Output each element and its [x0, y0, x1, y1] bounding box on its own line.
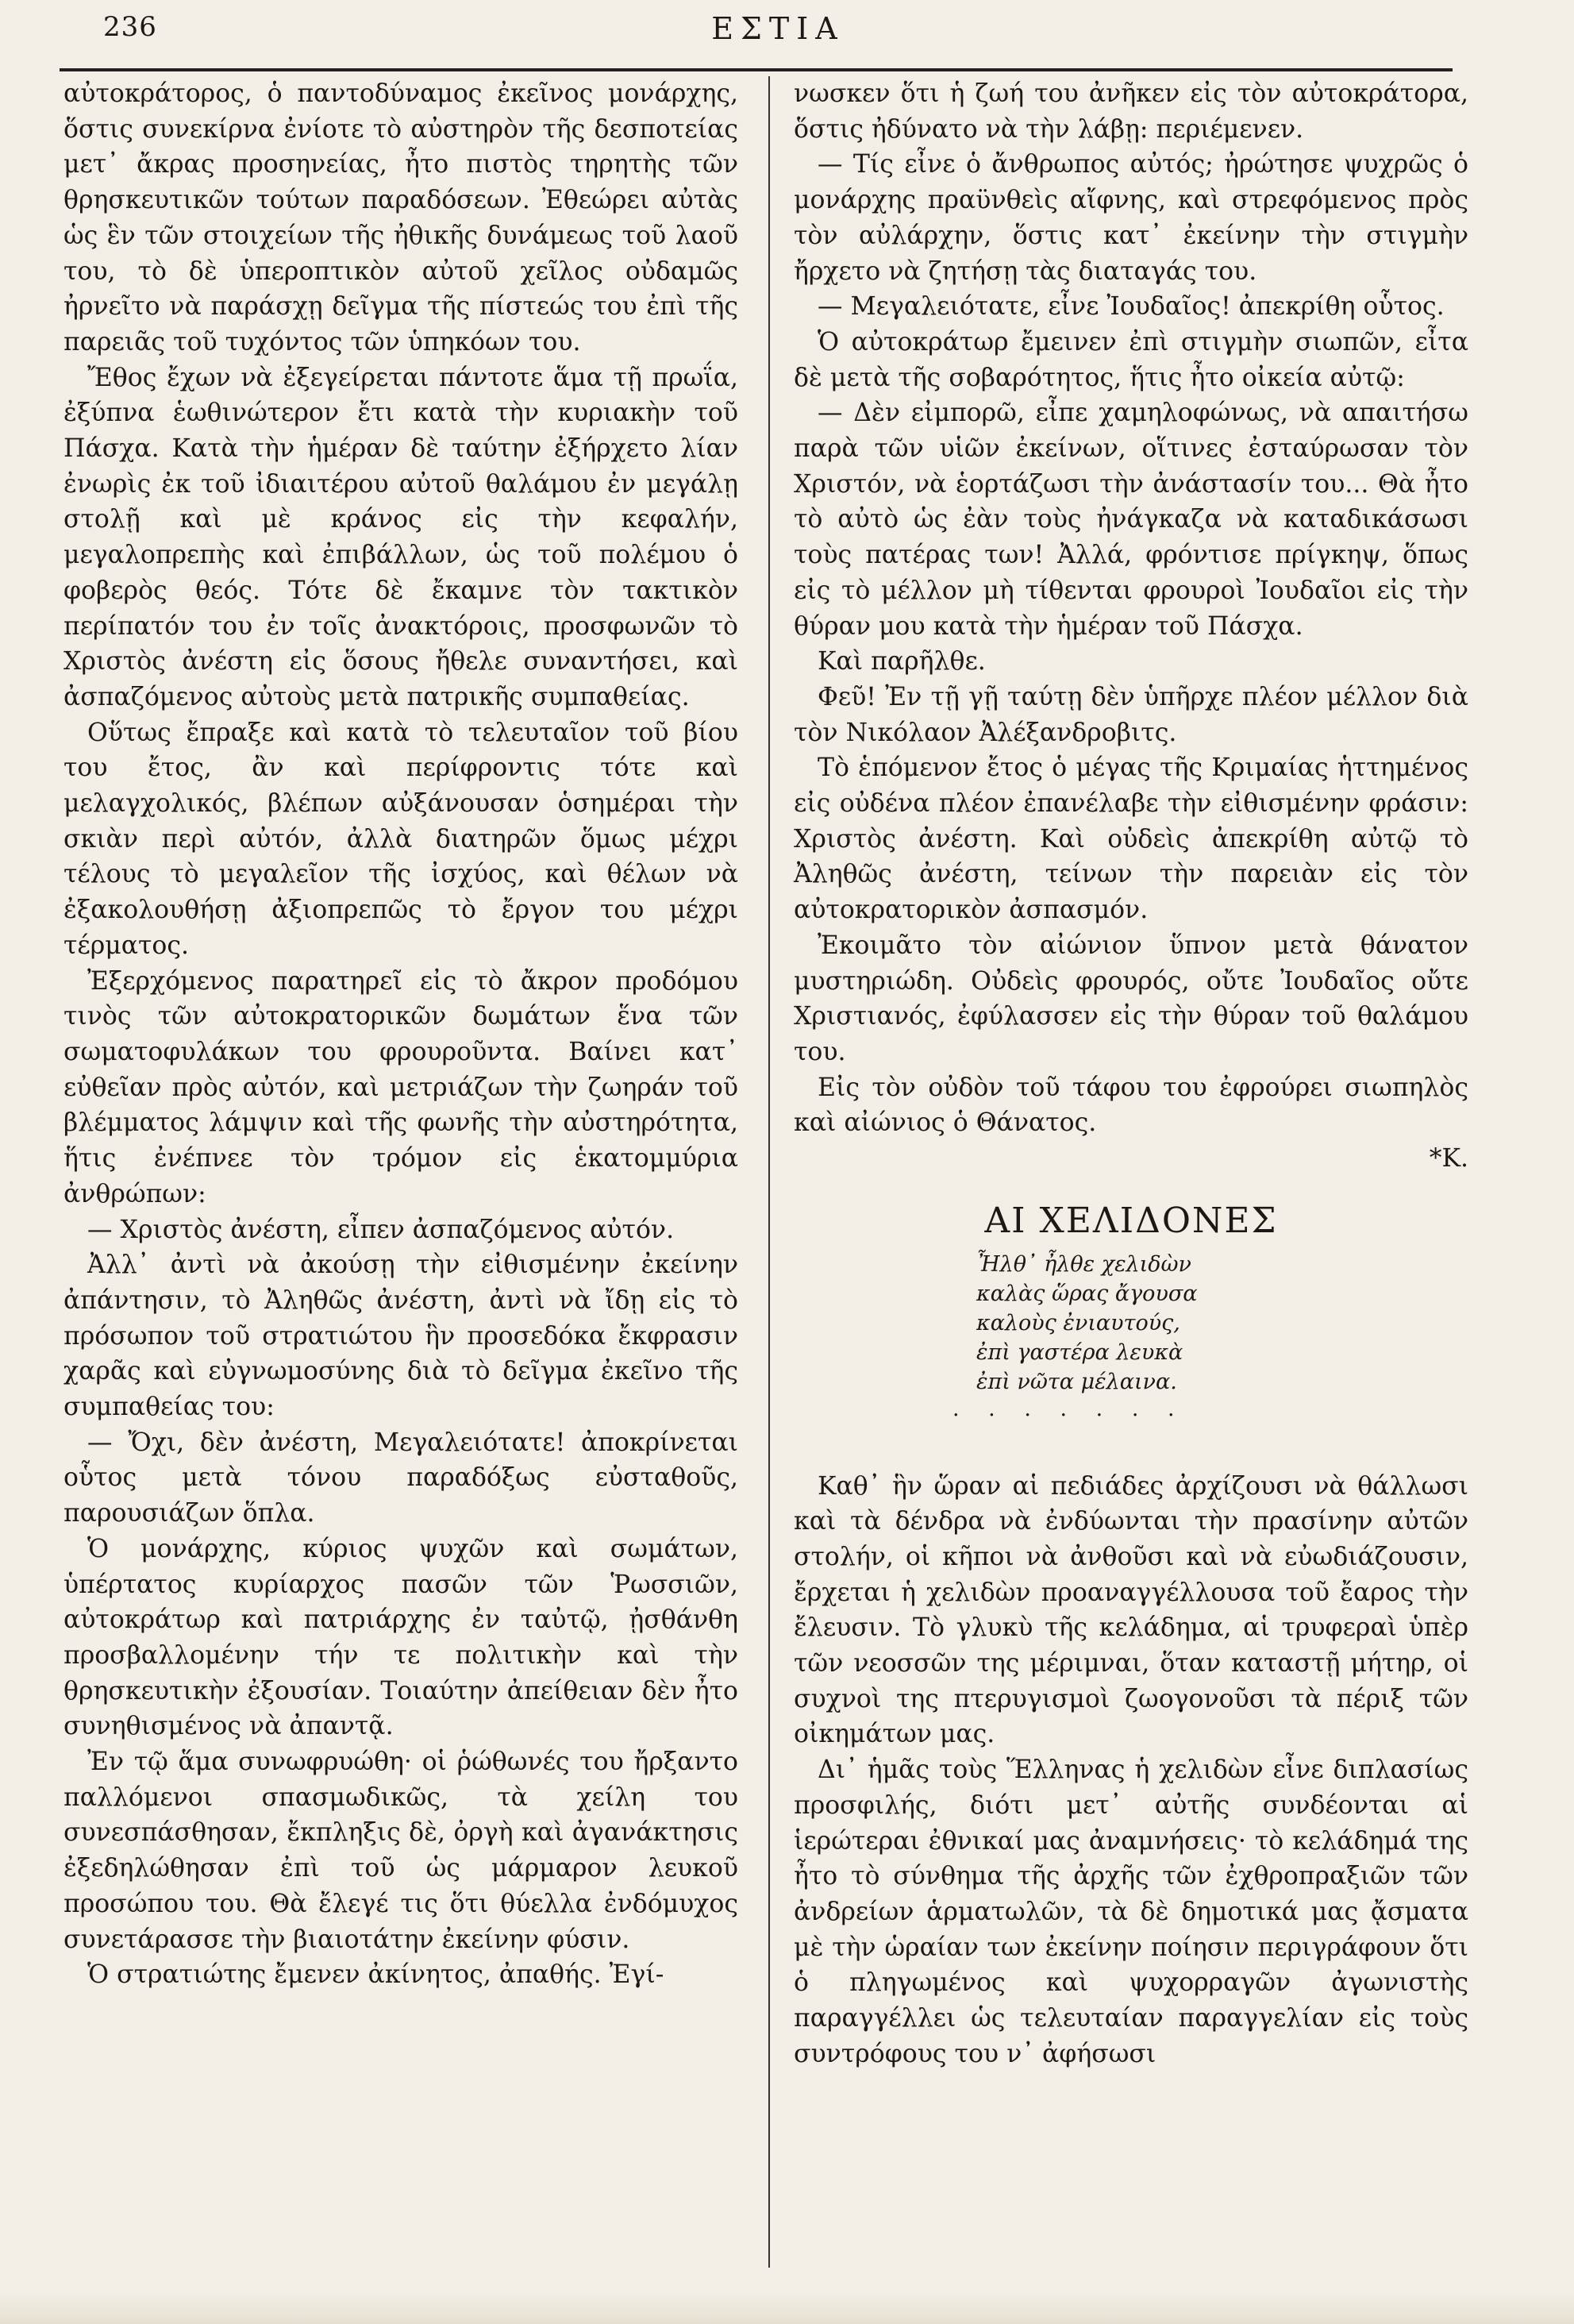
right-column: [794, 76, 1468, 2072]
paragraph: Δι᾽ ἡμᾶς τοὺς Ἕλληνας ἡ χελιδὼν εἶνε διπλασίως προσφιλής, διότι μετ᾽ αὐτῆς συνδέονται αἱ ἱερώτεραι ἐθνικαί μας ἀναμνήσεις· τὸ κελάδημά της ἦτο τὸ σύνθημα τῆς ἀρχῆς τῶν ἐχθροπραξιῶν τῶν ἀνδρείων ἁρματωλῶν, τὰ δὲ δημοτικά μας ᾄσματα μὲ τὴν ὡραίαν των ἐκείνην ποίησιν περιγράφουν ὅτι ὁ πληγωμένος καὶ ψυχορραγῶν ἀγωνιστὴς παραγγέλλει ὡς τελευταίαν παραγγελίαν εἰς τοὺς συντρόφους του ν᾽ ἀφήσωσι: [794, 1756, 1468, 2068]
epigraph-line: καλοὺς ἐνιαυτούς,: [976, 1310, 1180, 1335]
paragraph: Ὁ στρατιώτης ἔμενεν ἀκίνητος, ἀπαθής. Ἐγί-: [87, 1960, 664, 1990]
ornamental-dots: · · · · · · ·: [952, 1402, 1186, 1428]
dialogue-line: — Χριστὸς ἀνέστη, εἶπεν ἀσπαζόμενος αὐτόν.: [87, 1215, 675, 1244]
epigraph-line: καλὰς ὥρας ἄγουσα: [976, 1281, 1198, 1306]
page-edge-shade: [0, 2292, 1574, 2324]
dialogue-line: — Τίς εἶνε ὁ ἄνθρωπος αὐτός; ἠρώτησε ψυχρῶς ὁ μονάρχης πραϋνθεὶς αἴφνης, καὶ στρεφόμενος πρὸς τὸν αὐλάρχην, ὅστις κατ᾽ ἐκείνην τὴν στιγμὴν ἤρχετο νὰ ζητήσῃ τὰς διαταγάς του.: [794, 150, 1468, 286]
journal-title: ΕΣΤΙΑ: [711, 11, 845, 46]
paragraph: Ἐν τῷ ἅμα συνωφρυώθη· οἱ ῥώθωνές του ἤρξαντο παλλόμενοι σπασμωδικῶς, τὰ χείλη του συνεσπάσθησαν, ἔκπληξις δὲ, ὀργὴ καὶ ἀγανάκτησις ἐξεδηλώθησαν ἐπὶ τοῦ ὡς μάρμαρον λευκοῦ προσώπου του. Θὰ ἔλεγέ τις ὅτι θύελλα ἐνδόμυχος συνετάρασσε τὴν βιαιοτάτην ἐκείνην φύσιν.: [63, 1748, 738, 1954]
paragraph: Ἐξερχόμενος παρατηρεῖ εἰς τὸ ἄκρον προδόμου τινὸς τῶν αὐτοκρατορικῶν δωμάτων ἕνα τῶν σωματοφυλάκων του φρουροῦντα. Βαίνει κατ᾽ εὐθεῖαν πρὸς αὐτόν, καὶ μετριάζων τὴν ζωηράν τοῦ βλέμματος λάμψιν καὶ τῆς φωνῆς τὴν αὐστηρότητα, ἥτις ἐνέπνεε τὸν τρόμον εἰς ἑκατομμύρια ἀνθρώπων:: [63, 966, 738, 1208]
left-column: [63, 76, 738, 1993]
paragraph: Εἰς τὸν οὐδὸν τοῦ τάφου του ἐφρούρει σιωπηλὸς καὶ αἰώνιος ὁ Θάνατος.: [794, 1073, 1468, 1138]
dialogue-line: — Δὲν εἰμπορῶ, εἶπε χαμηλοφώνως, νὰ απαιτήσω παρὰ τῶν υἱῶν ἐκείνων, οἵτινες ἐσταύρωσαν τὸν Χριστόν, νὰ ἑορτάζωσι τὴν ἀνάστασίν του... Θὰ ἦτο τὸ αὐτὸ ὡς ἐὰν τοὺς ἠνάγκαζα νὰ καταδικάσωσι τοὺς πατέρας των! Ἀλλά, φρόντισε πρίγκηψ, ὅπως εἰς τὸ μέλλον μὴ τίθενται φρουροὶ Ἰουδαῖοι εἰς τὴν θύραν μου κατὰ τὴν ἡμέραν τοῦ Πάσχα.: [794, 399, 1468, 641]
page-number: 236: [103, 11, 157, 43]
epigraph: [976, 1250, 1468, 1397]
paragraph: αὐτοκράτορος, ὁ παντοδύναμος ἐκεῖνος μονάρχης, ὅστις συνεκίρνα ἐνίοτε τὸ αὐστηρὸν τῆς δεσποτείας μετ᾽ ἄκρας προσηνείας, ἦτο πιστὸς τηρητὴς τῶν θρησκευτικῶν τούτων παραδόσεων. Ἐθεώρει αὐτὰς ὡς ἓν τῶν στοιχείων τῆς ἠθικῆς δυνάμεως τοῦ λαοῦ του, τὸ δὲ ὑπεροπτικὸν αὐτοῦ χεῖλος οὐδαμῶς ἠρνεῖτο νὰ παράσχῃ δεῖγμα τῆς πίστεώς του ἐπὶ τῆς παρειᾶς τοῦ τυχόντος τῶν ὑπηκόων του.: [63, 79, 738, 357]
spacer: [794, 1440, 1468, 1469]
epigraph-line: Ἦλθ᾽ ἦλθε χελιδὼν: [976, 1251, 1191, 1277]
paragraph: Ὁ μονάρχης, κύριος ψυχῶν καὶ σωμάτων, ὑπέρτατος κυρίαρχος πασῶν τῶν Ῥωσσιῶν, αὐτοκράτωρ καὶ πατριάρχης ἐν ταὐτῷ, ᾐσθάνθη προσβαλλομένην τήν τε πολιτικὴν καὶ τὴν θρησκευτικὴν ἐξουσίαν. Τοιαύτην ἀπείθειαν δὲν ἦτο συνηθισμένος νὰ ἀπαντᾷ.: [63, 1534, 738, 1741]
paragraph: Ὁ αὐτοκράτωρ ἔμεινεν ἐπὶ στιγμὴν σιωπῶν, εἶτα δὲ μετὰ τῆς σοβαρότητος, ἥτις ἦτο οἰκεία αὐτῷ:: [794, 327, 1468, 392]
paragraph: Καθ᾽ ἣν ὥραν αἱ πεδιάδες ἀρχίζουσι νὰ θάλλωσι καὶ τὰ δένδρα νὰ ἐνδύωνται τὴν πρασίνην αὐτῶν στολήν, οἱ κῆποι νὰ ἀνθοῦσι καὶ νὰ εὐωδιάζουσιν, ἔρχεται ἡ χελιδὼν προαναγγέλλουσα τοῦ ἔαρος τὴν ἔλευσιν. Τὸ γλυκὺ τῆς κελάδημα, αἱ τρυφεραὶ ὑπὲρ τῶν νεοσσῶν της μέριμναι, ὅταν καταστῇ μήτηρ, οἱ συχνοὶ της πτερυγισμοὶ ζωογονοῦσι τὰ πέριξ τῶν οἰκημάτων μας.: [794, 1471, 1468, 1749]
paragraph: Ἔθος ἔχων νὰ ἐξεγείρεται πάντοτε ἅμα τῇ πρωΐα, ἐξύπνα ἑωθινώτερον ἔτι κατὰ τὴν κυριακὴν τοῦ Πάσχα. Κατὰ τὴν ἡμέραν δὲ ταύτην ἐξήρχετο λίαν ἐνωρὶς ἐκ τοῦ ἰδιαιτέρου αὐτοῦ θαλάμου ἐν μεγάλῃ στολῇ καὶ μὲ κράνος εἰς τὴν κεφαλήν, μεγαλοπρεπὴς καὶ ἐπιβάλλων, ὡς τοῦ πολέμου ὁ φοβερὸς θεός. Τότε δὲ ἔκαμνε τὸν τακτικὸν περίπατόν του ἐν τοῖς ἀνακτόροις, προσφωνῶν τὸ Χριστὸς ἀνέστη εἰς ὅσους ἤθελε συναντήσει, καὶ ἀσπαζόμενος αὐτοὺς μετὰ πατρικῆς συμπαθείας.: [63, 363, 738, 711]
paragraph: Τὸ ἑπόμενον ἔτος ὁ μέγας τῆς Κριμαίας ἡττημένος εἰς οὐδένα πλέον ἐπανέλαβε τὴν εἰθισμένην φράσιν: Χριστὸς ἀνέστη. Καὶ οὐδεὶς ἀπεκρίθη αὐτῷ τὸ Ἀληθῶς ἀνέστη, τείνων τὴν παρειὰν εἰς τὸν αὐτοκρατορικὸν ἀσπασμόν.: [794, 753, 1468, 925]
author-signature: *Κ.: [1429, 1144, 1468, 1174]
paragraph: νωσκεν ὅτι ἡ ζωή του ἀνῆκεν εἰς τὸν αὐτοκράτορα, ὅστις ἠδύνατο νὰ τὴν λάβῃ: περιέμενεν.: [794, 79, 1468, 144]
paragraph: Φεῦ! Ἐν τῇ γῇ ταύτῃ δὲν ὑπῆρχε πλέον μέλλον διὰ τὸν Νικόλαον Ἀλέξανδροβιτς.: [794, 682, 1468, 747]
dialogue-line: — Μεγαλειότατε, εἶνε Ἰουδαῖος! ἀπεκρίθη οὗτος.: [818, 292, 1445, 322]
column-divider: [768, 76, 770, 2268]
header-rule: [60, 68, 1453, 71]
paragraph: Ἐκοιμᾶτο τὸν αἰώνιον ὕπνον μετὰ θάνατον μυστηριώδη. Οὐδεὶς φρουρός, οὔτε Ἰουδαῖος οὔτε Χριστιανός, ἐφύλασσεν εἰς τὴν θύραν τοῦ θαλάμου του.: [794, 931, 1468, 1066]
paragraph: Καὶ παρῆλθε.: [818, 647, 986, 676]
paragraph: Οὕτως ἔπραξε καὶ κατὰ τὸ τελευταῖον τοῦ βίου του ἔτος, ἂν καὶ περίφροντις τότε καὶ μελαγχολικός, βλέπων αὐξάνουσαν ὁσημέραι τὴν σκιὰν περὶ αὐτόν, ἀλλὰ διατηρῶν ὅμως μέχρι τέλους τὸ μεγαλεῖον τῆς ἰσχύος, καὶ θέλων νὰ ἐξακολουθήσῃ ἀξιοπρεπῶς τὸ ἔργον του μέχρι τέρματος.: [63, 718, 738, 960]
paragraph: Ἀλλ᾽ ἀντὶ νὰ ἀκούσῃ τὴν εἰθισμένην ἐκείνην ἀπάντησιν, τὸ Ἀληθῶς ἀνέστη, ἀντὶ νὰ ἴδῃ εἰς τὸ πρόσωπον τοῦ στρατιώτου ἣν προσεδόκα ἔκφρασιν χαρᾶς καὶ εὐγνωμοσύνης διὰ τὸ δεῖγμα ἐκεῖνο τῆς συμπαθείας του:: [63, 1251, 738, 1422]
page-header: [95, 5, 1460, 54]
epigraph-line: ἐπὶ νῶτα μέλαινα.: [976, 1369, 1177, 1394]
dialogue-line: — Ὄχι, δὲν ἀνέστη, Μεγαλειότατε! ἀποκρίνεται οὗτος μετὰ τόνου παραδόξως εὐσταθοῦς, παρουσιάζων ὅπλα.: [63, 1428, 738, 1528]
section-title: ΑΙ ΧΕΛΙΔΟΝΕΣ: [984, 1200, 1278, 1241]
epigraph-line: ἐπὶ γαστέρα λευκὰ: [976, 1339, 1183, 1365]
